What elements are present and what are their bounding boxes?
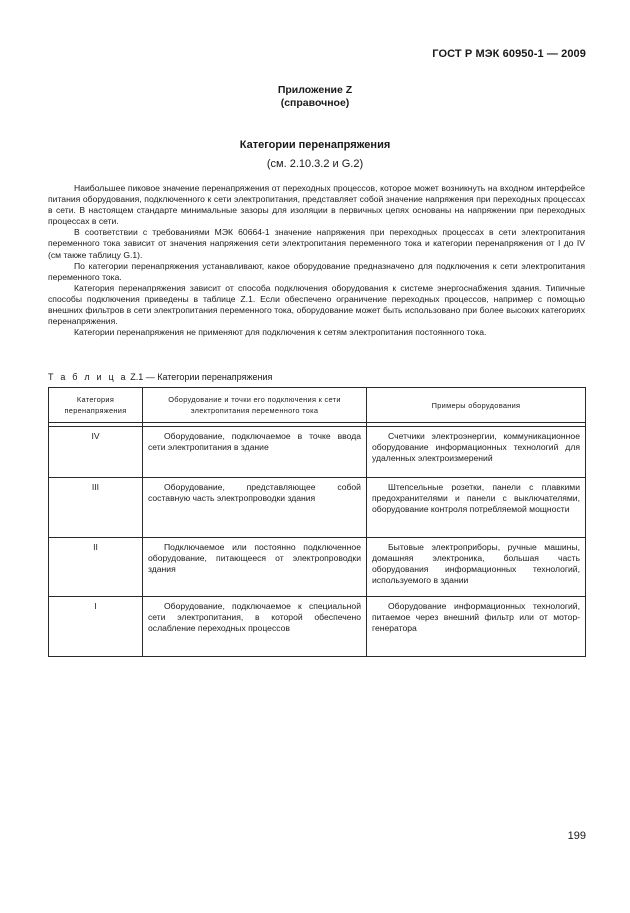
examples-cell: Штепсельные розетки, панели с плавкими предохранителями и панели с выключателями, оборудование контроля потребляемой мощности	[367, 478, 586, 538]
appendix-subtitle: (справочное)	[280, 97, 350, 109]
table-caption-prefix: Т а б л и ц а	[48, 372, 128, 382]
paragraph: Категории перенапряжения не применяют для подключения к сетям электропитания постоянного тока.	[74, 327, 487, 338]
table-row	[49, 597, 586, 657]
column-header-equipment: Оборудование и точки его подключения к сети электропитания переменного тока	[143, 388, 367, 423]
overvoltage-categories-table	[48, 387, 586, 657]
table-caption-text: Z.1 — Категории перенапряжения	[127, 372, 273, 382]
page-number: 199	[567, 830, 586, 842]
category-cell: II	[49, 538, 143, 597]
category-cell: IV	[49, 427, 143, 478]
column-header-examples: Примеры оборудования	[367, 388, 586, 423]
column-header-category: Категория перенапряжения	[49, 388, 143, 423]
table-header-row	[49, 388, 586, 423]
paragraph: По категории перенапряжения устанавливают, какое оборудование предназначено для подключения к сети электропитания переменного тока.	[48, 260, 585, 282]
equipment-cell: Оборудование, подключаемое в точке ввода сети электропитания в здание	[143, 427, 367, 478]
paragraph: Наибольшее пиковое значение перенапряжения от переходных процессов, которое может возникнуть на входном интерфейсе питания оборудования, подключенного к сети электропитания, представляет собой значение напряжения при переходных процессах в сети. В настоящем стандарте минимальные зазоры для изоляции в первичных цепях основаны на напряжении при переходных процессах в сети.	[48, 183, 585, 227]
examples-cell: Счетчики электроэнергии, коммуникационное оборудование информационных технологий для удаленных электроизмерений	[367, 427, 586, 478]
table-caption	[48, 372, 272, 382]
paragraph: Категория перенапряжения зависит от способа подключения оборудования к системе энергоснабжения здания. Типичные способы подключения приведены в таблице Z.1. Если обеспечено ограничение переходных процессов, например с помощью внешних фильтров в сети электропитания переменного тока, оборудование может быть использовано при более высоких категориях перенапряжения.	[48, 282, 585, 327]
appendix-heading	[0, 84, 630, 110]
document-header: ГОСТ Р МЭК 60950-1 — 2009	[432, 48, 586, 60]
body-text	[48, 183, 585, 338]
table-row	[49, 478, 586, 538]
examples-cell: Оборудование информационных технологий, питаемое через внешний фильтр или от мотор-генератора	[367, 597, 586, 657]
equipment-cell: Оборудование, подключаемое к специальной сети электропитания, в которой обеспечено ослабление переходных процессов	[143, 597, 367, 657]
table-row	[49, 427, 586, 478]
table-row	[49, 538, 586, 597]
section-reference: (см. 2.10.3.2 и G.2)	[266, 158, 364, 170]
paragraph: В соответствии с требованиями МЭК 60664-1 значение напряжения при переходных процессах в сети электропитания переменного тока зависит от значения напряжения сети электропитания переменного тока и категории перенапряжения от I до IV (см также таблицу G.1).	[48, 227, 585, 260]
category-cell: III	[49, 478, 143, 538]
examples-cell: Бытовые электроприборы, ручные машины, домашняя электроника, большая часть оборудования информационных технологий, используемого в здании	[367, 538, 586, 597]
section-title: Категории перенапряжения	[239, 139, 391, 151]
equipment-cell: Оборудование, представляющее собой составную часть электропроводки здания	[143, 478, 367, 538]
appendix-title: Приложение Z	[277, 84, 353, 96]
category-cell: I	[49, 597, 143, 657]
equipment-cell: Подключаемое или постоянно подключенное оборудование, питающееся от электропроводки здания	[143, 538, 367, 597]
